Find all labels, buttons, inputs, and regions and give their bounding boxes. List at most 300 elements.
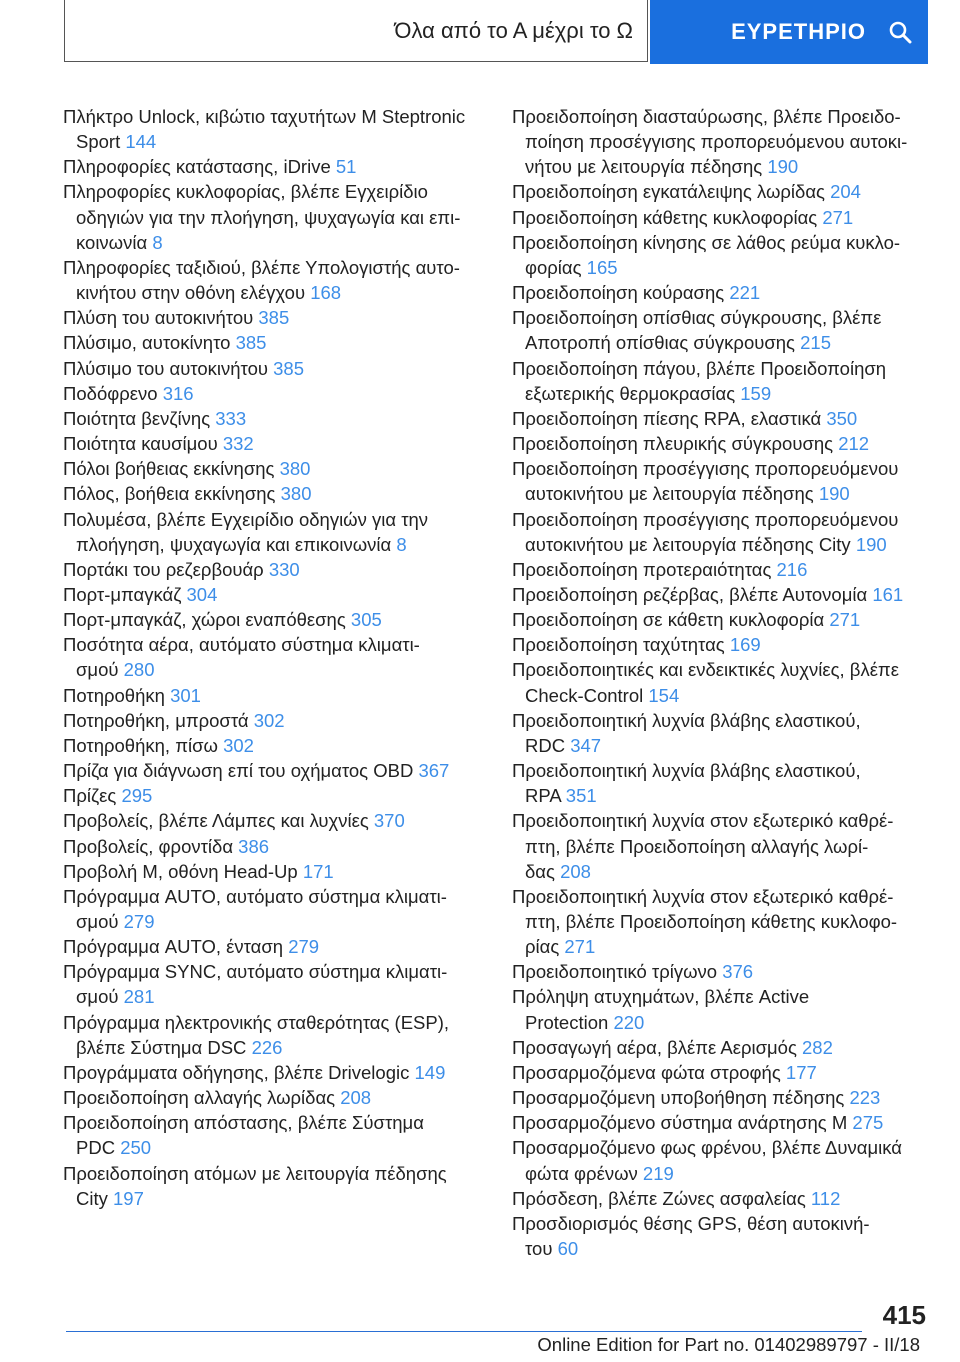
index-entry-line — [63, 230, 487, 255]
index-entry-line — [63, 582, 487, 607]
index-entry — [63, 959, 487, 1009]
page-reference-link[interactable]: 332 — [222, 433, 254, 455]
index-entry-text: Προβολείς, βλέπε Λάμπες και λυχνίες — [63, 810, 374, 832]
index-entry-text: Προειδοποίηση κίνησης σε λάθος ρεύμα κυκλο‐ — [512, 231, 901, 253]
index-entry-text: Πληροφορίες κυκλοφορίας, βλέπε Εγχειρίδιο — [63, 181, 428, 203]
index-entry — [512, 179, 922, 204]
index-entry-text: Ποτηροθήκη, πίσω — [63, 734, 224, 756]
page-reference-link[interactable]: 149 — [414, 1061, 446, 1083]
index-entry-text: Προειδοποιητική λυχνία στον εξωτερικό καθρέ‐ — [512, 885, 894, 907]
index-entry — [63, 507, 487, 557]
index-entry — [512, 456, 922, 506]
index-entry-line — [512, 1186, 922, 1211]
page-reference-link[interactable]: 221 — [729, 282, 761, 304]
index-entry-line — [63, 532, 487, 557]
index-entry-text: πτη, βλέπε Προειδοποίηση κάθετης κυκλοφο‐ — [525, 911, 898, 932]
index-entry-line — [63, 129, 487, 154]
index-entry — [512, 356, 922, 406]
index-entry-line — [63, 406, 487, 431]
index-entry-text: Αποτροπή οπίσθιας σύγκρουσης — [525, 332, 801, 354]
page-reference-link[interactable]: 8 — [152, 231, 163, 253]
index-entry-text: City — [76, 1187, 113, 1209]
index-entry-text: νήτου με λειτουργία πέδησης — [525, 156, 768, 178]
index-entry-text: Προσδιορισμός θέσης GPS, θέση αυτοκινή‐ — [512, 1212, 870, 1234]
footer-divider — [66, 1331, 862, 1332]
index-entry-line — [63, 733, 487, 758]
index-entry — [512, 657, 922, 707]
index-entry-line — [512, 834, 922, 859]
index-entry — [63, 330, 487, 355]
index-entry — [512, 205, 922, 230]
index-entry — [63, 683, 487, 708]
index-entry — [512, 808, 922, 883]
index-entry-text: Πολυμέσα, βλέπε Εγχειρίδιο οδηγιών για την — [63, 508, 429, 530]
page-reference-link[interactable]: 60 — [557, 1238, 579, 1260]
index-entry-text: κοινωνία — [76, 231, 153, 253]
index-entry-line — [63, 280, 487, 305]
index-entry — [512, 1110, 922, 1135]
index-entry-line — [63, 1161, 487, 1186]
page-reference-link[interactable]: 271 — [564, 936, 596, 958]
index-entry-text: Πορτ-μπαγκάζ — [63, 583, 187, 605]
index-entry-text: Προειδοποίηση πίεσης RPA, ελαστικά — [512, 407, 827, 429]
az-tab[interactable] — [64, 0, 648, 62]
index-entry-line — [63, 683, 487, 708]
index-entry-line — [63, 205, 487, 230]
index-entry-text: Πληροφορίες κατάστασης, iDrive — [63, 156, 336, 178]
index-entry-text: ρίας — [525, 936, 565, 958]
index-entry — [63, 1161, 487, 1211]
index-entry-line — [512, 1035, 922, 1060]
page-reference-link[interactable]: 333 — [215, 407, 247, 429]
index-entry-line — [512, 984, 922, 1009]
page-reference-link[interactable]: 279 — [288, 936, 320, 958]
page-reference-link[interactable]: 281 — [123, 986, 155, 1008]
page-reference-link[interactable]: 208 — [560, 860, 591, 882]
index-entry — [63, 179, 487, 254]
index-entry-line — [512, 305, 922, 330]
index-entry — [63, 305, 487, 330]
header — [64, 0, 928, 64]
page-reference-link[interactable]: 280 — [123, 659, 155, 681]
index-entry-line — [63, 632, 487, 657]
index-entry — [512, 1135, 922, 1185]
index-entry-text: Προειδοποίηση σε κάθετη κυκλοφορία — [512, 609, 830, 631]
index-entry — [63, 758, 487, 783]
index-entry-line — [512, 1085, 922, 1110]
index-entry-line — [512, 934, 922, 959]
index-entry-text: Προειδοποίηση πλευρικής σύγκρουσης — [512, 433, 839, 455]
index-entry-text: Sport — [76, 131, 126, 153]
index-entry-line — [512, 1161, 922, 1186]
index-entry — [63, 733, 487, 758]
index-entry-text: Πλύσιμο, αυτοκίνητο — [63, 332, 236, 354]
index-entry-line — [512, 1060, 922, 1085]
index-entry-text: Προειδοποίηση ατόμων με λειτουργία πέδησης — [63, 1162, 447, 1184]
index-entry-line — [512, 1236, 922, 1261]
index-entry-text: Πρόγραμμα AUTO, αυτόματο σύστημα κλιματι‐ — [63, 885, 447, 907]
index-entry-line — [63, 431, 487, 456]
index-entry-line — [63, 758, 487, 783]
index-entry — [63, 255, 487, 305]
index-entry — [512, 406, 922, 431]
page-reference-link[interactable]: 190 — [767, 156, 799, 178]
index-entry-text: Ποτηροθήκη — [63, 684, 171, 706]
page-reference-link[interactable]: 282 — [802, 1036, 833, 1058]
page-reference-link[interactable]: 197 — [113, 1187, 144, 1209]
page-reference-link[interactable]: 226 — [251, 1036, 283, 1058]
index-entry-text: σμού — [76, 659, 124, 681]
index-entry-text: ποίηση προσέγγισης προπορευόμενου αυτοκι‐ — [525, 131, 908, 153]
index-entry-text: Πλύση του αυτοκινήτου — [63, 307, 259, 329]
index-entry-text: Πρίζες — [63, 785, 122, 807]
index-entry-line — [512, 859, 922, 884]
index-entry — [63, 783, 487, 808]
index-entry-line — [512, 154, 922, 179]
index-entry-line — [512, 129, 922, 154]
index-entry-line — [512, 733, 922, 758]
page-reference-link[interactable]: 350 — [826, 407, 858, 429]
index-entry-line — [63, 708, 487, 733]
index-entry-text: πλοήγηση, ψυχαγωγία και επικοινωνία — [76, 533, 397, 555]
index-entry — [512, 557, 922, 582]
index-entry-text: Προσαρμοζόμενα φώτα στροφής — [512, 1061, 786, 1083]
page-reference-link[interactable]: 279 — [123, 911, 155, 932]
page-reference-link[interactable]: 212 — [838, 433, 870, 455]
index-entry-line — [63, 959, 487, 984]
page-reference-link[interactable]: 144 — [125, 131, 157, 153]
index-entry — [512, 305, 922, 355]
page-reference-link[interactable]: 386 — [238, 835, 270, 857]
page-reference-link[interactable]: 305 — [350, 609, 382, 631]
index-entry-line — [63, 154, 487, 179]
page-reference-link[interactable]: 380 — [280, 483, 312, 505]
index-entry-line — [63, 179, 487, 204]
page-reference-link[interactable]: 330 — [268, 558, 300, 580]
index-tab-label: ΕΥΡΕΤΗΡΙΟ — [731, 19, 866, 44]
page-reference-link[interactable]: 171 — [302, 860, 334, 882]
index-entry-line — [63, 255, 487, 280]
index-entry-text: Πλήκτρο Unlock, κιβώτιο ταχυτήτων M Steptronic — [63, 106, 466, 127]
index-entry-text: οδηγιών για την πλοήγηση, ψυχαγωγία και επι‐ — [76, 206, 461, 228]
index-entry — [63, 1110, 487, 1160]
page-reference-link[interactable]: 275 — [852, 1112, 884, 1134]
index-entry-text: Προσαρμοζόμενο σύστημα ανάρτησης M — [512, 1112, 853, 1134]
index-entry — [63, 859, 487, 884]
index-entry-line — [512, 1010, 922, 1035]
index-entry-line — [512, 104, 922, 129]
index-entry-line — [512, 179, 922, 204]
index-entry-text: Ποτηροθήκη, μπροστά — [63, 709, 254, 731]
index-entry-text: Προειδοποίηση εγκατάλειψης λωρίδας — [512, 181, 831, 203]
page-reference-link[interactable]: 159 — [740, 382, 772, 404]
index-entry-line — [63, 456, 487, 481]
index-entry — [63, 808, 487, 833]
index-entry-text: Προειδοποιητική λυχνία βλάβης ελαστικού, — [512, 709, 861, 731]
page-reference-link[interactable]: 190 — [855, 533, 887, 555]
page-reference-link[interactable]: 208 — [340, 1087, 372, 1109]
index-entry-text: Προειδοποίηση οπίσθιας σύγκρουσης, βλέπε — [512, 307, 882, 329]
index-entry-text: Πληροφορίες ταξιδιού, βλέπε Υπολογιστής αυτο‐ — [63, 256, 460, 278]
index-entry-text: Προειδοποίηση προσέγγισης προπορευόμενου — [512, 458, 899, 480]
index-entry-line — [512, 1211, 922, 1236]
index-entry-line — [512, 758, 922, 783]
index-entry-line — [512, 959, 922, 984]
index-entry-text: βλέπε Σύστημα DSC — [76, 1036, 252, 1058]
index-entry-line — [512, 783, 922, 808]
index-entry — [512, 230, 922, 280]
index-entry-line — [512, 1135, 922, 1160]
page-reference-link[interactable]: 169 — [729, 634, 761, 656]
index-entry-text: PDC — [76, 1137, 121, 1159]
index-entry — [63, 632, 487, 682]
page-reference-link[interactable]: 112 — [810, 1187, 841, 1209]
index-entry-text: Προειδοποίηση πάγου, βλέπε Προειδοποίηση — [512, 357, 887, 379]
index-entry-line — [63, 1186, 487, 1211]
index-entry-line — [63, 1085, 487, 1110]
index-entry-text: σμού — [76, 986, 124, 1008]
page-reference-link[interactable]: 302 — [253, 709, 285, 731]
index-entry — [63, 381, 487, 406]
index-entry-text: Πρόληψη ατυχημάτων, βλέπε Active — [512, 986, 810, 1008]
index-column-right — [512, 104, 922, 1261]
index-entry-line — [512, 909, 922, 934]
page-reference-link[interactable]: 215 — [800, 332, 831, 354]
page-reference-link[interactable]: 304 — [186, 583, 218, 605]
index-entry-line — [63, 330, 487, 355]
index-entry — [512, 1186, 922, 1211]
index-entry — [512, 984, 922, 1034]
index-entry-text: αυτοκινήτου με λειτουργία πέδησης — [525, 483, 819, 505]
index-entry-text: Ποσότητα αέρα, αυτόματο σύστημα κλιματι‐ — [63, 634, 420, 656]
page-reference-link[interactable]: 204 — [830, 181, 861, 203]
index-entry-line — [512, 356, 922, 381]
index-entry-line — [512, 280, 922, 305]
page-reference-link[interactable]: 165 — [586, 256, 618, 278]
index-entry-text: Ποδόφρενο — [63, 382, 163, 404]
footer-edition: Online Edition for Part no. 01402989797 - II/18 — [537, 1334, 920, 1355]
page-reference-link[interactable]: 220 — [613, 1011, 645, 1033]
page-reference-link[interactable]: 316 — [162, 382, 194, 404]
index-entry-text: σμού — [76, 911, 124, 932]
index-entry-line — [63, 1135, 487, 1160]
index-entry-line — [512, 657, 922, 682]
index-entry — [512, 632, 922, 657]
index-entry-line — [512, 884, 922, 909]
index-entry — [63, 708, 487, 733]
index-entry-line — [63, 934, 487, 959]
search-icon[interactable] — [888, 20, 912, 44]
index-entry — [63, 104, 487, 154]
index-entry — [63, 834, 487, 859]
index-entry-text: Προειδοποίηση προτεραιότητας — [512, 558, 777, 580]
index-entry — [63, 1060, 487, 1085]
index-entry-text: Προειδοποιητικές και ενδεικτικές λυχνίες, βλέπε — [512, 659, 899, 681]
index-entry — [63, 582, 487, 607]
page-reference-link[interactable]: 347 — [570, 734, 602, 756]
index-entry-line — [63, 557, 487, 582]
page-reference-link[interactable]: 190 — [818, 483, 850, 505]
index-entry-line — [63, 1060, 487, 1085]
index-entry-text: Προειδοποίηση προσέγγισης προπορευόμενου — [512, 508, 899, 530]
index-entry-text: Protection — [525, 1011, 614, 1033]
index-entry-text: Πρόσδεση, βλέπε Ζώνες ασφαλείας — [512, 1187, 811, 1209]
index-entry-text: RDC — [525, 734, 571, 756]
page-reference-link[interactable]: 223 — [849, 1087, 881, 1109]
index-entry-text: Προειδοποίηση κάθετης κυκλοφορίας — [512, 206, 823, 228]
index-entry-text: Πορτάκι του ρεζερβουάρ — [63, 558, 269, 580]
page-reference-link[interactable]: 168 — [310, 282, 342, 304]
page-reference-link[interactable]: 385 — [235, 332, 267, 354]
index-entry-text: Προειδοποίηση ρεζέρβας, βλέπε Αυτονομία — [512, 583, 873, 605]
index-entry-text: Πλύσιμο του αυτοκινήτου — [63, 357, 274, 379]
page-reference-link[interactable]: 301 — [170, 684, 201, 706]
index-entry — [512, 280, 922, 305]
index-entry-text: Ποιότητα καυσίμου — [63, 433, 223, 455]
index-entry-text: Προειδοποίηση απόστασης, βλέπε Σύστημα — [63, 1112, 424, 1134]
index-entry-text: πτη, βλέπε Προειδοποίηση αλλαγής λωρί‐ — [525, 835, 869, 857]
index-entry-line — [512, 406, 922, 431]
page-reference-link[interactable]: 271 — [822, 206, 854, 228]
index-entry-text: Προσαρμοζόμενο φως φρένου, βλέπε Δυναμικά — [512, 1137, 902, 1159]
index-entry-line — [63, 1010, 487, 1035]
page-reference-link[interactable]: 271 — [829, 609, 861, 631]
index-entry-line — [512, 632, 922, 657]
page-reference-link[interactable]: 8 — [396, 533, 407, 555]
index-column-left — [63, 104, 487, 1211]
index-entry-line — [512, 557, 922, 582]
index-entry-text: φορίας — [525, 256, 587, 278]
index-entry — [63, 481, 487, 506]
index-entry-text: φώτα φρένων — [525, 1162, 643, 1184]
index-entry-text: RPA — [525, 785, 566, 807]
page-reference-link[interactable]: 302 — [223, 734, 254, 756]
index-entry — [63, 431, 487, 456]
index-entry-text: δας — [525, 860, 561, 882]
index-entry-text: Πόλοι βοήθειας εκκίνησης — [63, 458, 280, 480]
index-entry-text: Προβολείς, φροντίδα — [63, 835, 239, 857]
index-entry-text: Check-Control — [525, 684, 649, 706]
index-entry-line — [63, 859, 487, 884]
index-entry-text: του — [525, 1238, 558, 1260]
index-entry-text: εξωτερικής θερμοκρασίας — [525, 382, 741, 404]
index-entry — [512, 607, 922, 632]
index-entry-text: κινήτου στην οθόνη ελέγχου — [76, 282, 311, 304]
page-number: 415 — [882, 1300, 926, 1330]
page-reference-link[interactable]: 154 — [648, 684, 680, 706]
index-entry-text: Πρόγραμμα SYNC, αυτόματο σύστημα κλιματι‐ — [63, 961, 448, 983]
index-entry-text: Ποιότητα βενζίνης — [63, 407, 216, 429]
index-entry — [63, 1085, 487, 1110]
page-reference-link[interactable]: 250 — [120, 1137, 152, 1159]
index-entry-line — [512, 456, 922, 481]
index-entry-text: Προειδοποιητικό τρίγωνο — [512, 961, 723, 983]
index-entry — [512, 884, 922, 959]
page-reference-link[interactable]: 385 — [258, 307, 290, 329]
index-entry — [512, 959, 922, 984]
index-entry — [63, 1010, 487, 1060]
index-entry — [63, 557, 487, 582]
index-entry-line — [512, 431, 922, 456]
index-entry — [512, 758, 922, 808]
page-reference-link[interactable]: 351 — [565, 785, 597, 807]
index-entry-text: Πρόγραμμα ηλεκτρονικής σταθερότητας (ESP), — [63, 1011, 450, 1033]
page-reference-link[interactable]: 295 — [121, 785, 153, 807]
index-entry-line — [63, 104, 487, 129]
index-entry-text: Προειδοποίηση διασταύρωσης, βλέπε Προειδο‐ — [512, 106, 901, 127]
index-entry-line — [512, 808, 922, 833]
page-reference-link[interactable]: 385 — [273, 357, 305, 379]
index-entry-text: Προειδοποίηση ταχύτητας — [512, 634, 730, 656]
index-entry — [512, 104, 922, 179]
index-entry-text: αυτοκινήτου με λειτουργία πέδησης City — [525, 533, 856, 555]
index-entry — [512, 431, 922, 456]
page-reference-link[interactable]: 376 — [722, 961, 754, 983]
page-reference-link[interactable]: 380 — [279, 458, 311, 480]
index-entry-line — [63, 657, 487, 682]
index-entry — [63, 884, 487, 934]
page-reference-link[interactable]: 367 — [418, 760, 450, 782]
az-tab-label: Όλα από το Α μέχρι το Ω — [394, 17, 633, 43]
index-entry-line — [63, 507, 487, 532]
index-entry-text: Προσαγωγή αέρα, βλέπε Αερισμός — [512, 1036, 803, 1058]
index-entry-line — [63, 834, 487, 859]
index-entry-line — [63, 783, 487, 808]
index-entry-line — [63, 984, 487, 1009]
index-entry-text: Πρίζα για διάγνωση επί του οχήματος OBD — [63, 760, 419, 782]
page-reference-link[interactable]: 219 — [642, 1162, 674, 1184]
index-entry-line — [512, 607, 922, 632]
index-entry-line — [512, 481, 922, 506]
index-entry-line — [512, 507, 922, 532]
index-entry-line — [63, 305, 487, 330]
index-entry-line — [512, 532, 922, 557]
index-entry-line — [512, 255, 922, 280]
index-tab[interactable] — [650, 0, 928, 64]
index-entry-line — [63, 381, 487, 406]
index-entry-text: Προειδοποιητική λυχνία βλάβης ελαστικού, — [512, 760, 861, 782]
index-entry-text: Πρόγραμμα AUTO, ένταση — [63, 936, 289, 958]
index-entry-line — [512, 708, 922, 733]
index-entry-line — [512, 683, 922, 708]
index-entry — [512, 708, 922, 758]
index-entry — [63, 607, 487, 632]
index-entry — [63, 934, 487, 959]
page-reference-link[interactable]: 370 — [373, 810, 405, 832]
index-entry-line — [63, 481, 487, 506]
index-entry-line — [63, 607, 487, 632]
index-entry-line — [63, 808, 487, 833]
page-reference-link[interactable]: 51 — [335, 156, 357, 178]
index-entry — [512, 582, 922, 607]
index-entry-line — [512, 381, 922, 406]
index-entry-text: Πορτ-μπαγκάζ, χώροι εναπόθεσης — [63, 609, 351, 631]
index-entry-line — [512, 205, 922, 230]
index-entry-text: Προειδοποίηση αλλαγής λωρίδας — [63, 1087, 341, 1109]
page-reference-link[interactable]: 216 — [776, 558, 808, 580]
index-entry — [512, 1060, 922, 1085]
index-entry — [63, 154, 487, 179]
index-entry-text: Πόλος, βοήθεια εκκίνησης — [63, 483, 281, 505]
page-reference-link[interactable]: 161 — [872, 583, 904, 605]
index-entry-line — [512, 230, 922, 255]
index-entry-line — [63, 356, 487, 381]
index-entry-line — [63, 884, 487, 909]
index-entry-line — [512, 330, 922, 355]
index-entry — [512, 1035, 922, 1060]
page-reference-link[interactable]: 177 — [785, 1061, 817, 1083]
index-entry — [63, 456, 487, 481]
